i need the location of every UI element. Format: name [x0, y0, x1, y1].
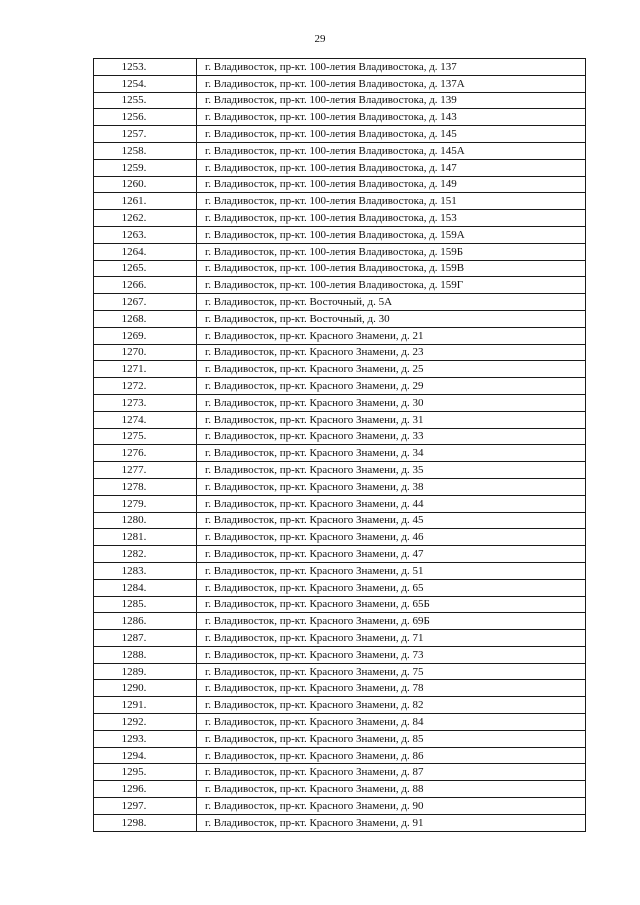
row-address: г. Владивосток, пр-кт. Красного Знамени, д. 29 — [197, 378, 586, 395]
row-number: 1286. — [94, 613, 197, 630]
row-number: 1268. — [94, 310, 197, 327]
row-number: 1276. — [94, 445, 197, 462]
row-address: г. Владивосток, пр-кт. Красного Знамени, д. 23 — [197, 344, 586, 361]
row-address: г. Владивосток, пр-кт. Красного Знамени, д. 25 — [197, 361, 586, 378]
table-row — [94, 361, 586, 378]
table-row — [94, 193, 586, 210]
row-number: 1296. — [94, 781, 197, 798]
table-row — [94, 327, 586, 344]
table-row — [94, 714, 586, 731]
table-row — [94, 546, 586, 563]
row-address: г. Владивосток, пр-кт. Красного Знамени, д. 51 — [197, 562, 586, 579]
table-row — [94, 176, 586, 193]
row-number: 1255. — [94, 92, 197, 109]
row-number: 1272. — [94, 378, 197, 395]
table-row — [94, 411, 586, 428]
table-row — [94, 75, 586, 92]
row-number: 1278. — [94, 478, 197, 495]
table-row — [94, 260, 586, 277]
row-address: г. Владивосток, пр-кт. Красного Знамени, д. 30 — [197, 394, 586, 411]
row-address: г. Владивосток, пр-кт. Красного Знамени, д. 87 — [197, 764, 586, 781]
table-row — [94, 378, 586, 395]
row-address: г. Владивосток, пр-кт. Красного Знамени, д. 73 — [197, 646, 586, 663]
table-row — [94, 310, 586, 327]
row-address: г. Владивосток, пр-кт. Восточный, д. 5А — [197, 294, 586, 311]
row-address: г. Владивосток, пр-кт. 100-летия Владивостока, д. 145 — [197, 126, 586, 143]
row-number: 1292. — [94, 714, 197, 731]
row-number: 1256. — [94, 109, 197, 126]
row-address: г. Владивосток, пр-кт. 100-летия Владивостока, д. 139 — [197, 92, 586, 109]
row-address: г. Владивосток, пр-кт. 100-летия Владивостока, д. 143 — [197, 109, 586, 126]
table-row — [94, 663, 586, 680]
row-number: 1281. — [94, 529, 197, 546]
row-number: 1264. — [94, 243, 197, 260]
table-row — [94, 764, 586, 781]
row-number: 1298. — [94, 814, 197, 831]
row-address: г. Владивосток, пр-кт. Красного Знамени, д. 82 — [197, 697, 586, 714]
row-address: г. Владивосток, пр-кт. 100-летия Владивостока, д. 147 — [197, 159, 586, 176]
page-number: 29 — [314, 33, 326, 45]
row-address: г. Владивосток, пр-кт. Красного Знамени, д. 47 — [197, 546, 586, 563]
row-number: 1275. — [94, 428, 197, 445]
row-number: 1253. — [94, 59, 197, 76]
row-number: 1260. — [94, 176, 197, 193]
table-row — [94, 596, 586, 613]
row-address: г. Владивосток, пр-кт. Красного Знамени, д. 34 — [197, 445, 586, 462]
table-row — [94, 562, 586, 579]
row-number: 1271. — [94, 361, 197, 378]
table-row — [94, 159, 586, 176]
table-row — [94, 462, 586, 479]
table-row — [94, 59, 586, 76]
table-row — [94, 613, 586, 630]
row-number: 1254. — [94, 75, 197, 92]
table-row — [94, 210, 586, 227]
row-number: 1274. — [94, 411, 197, 428]
row-address: г. Владивосток, пр-кт. Красного Знамени, д. 35 — [197, 462, 586, 479]
table-row — [94, 226, 586, 243]
table-row — [94, 294, 586, 311]
table-row — [94, 747, 586, 764]
table-row — [94, 579, 586, 596]
row-address: г. Владивосток, пр-кт. 100-летия Владивостока, д. 159В — [197, 260, 586, 277]
row-number: 1294. — [94, 747, 197, 764]
row-number: 1266. — [94, 277, 197, 294]
table-row — [94, 495, 586, 512]
table-row — [94, 512, 586, 529]
row-address: г. Владивосток, пр-кт. Красного Знамени, д. 91 — [197, 814, 586, 831]
row-address: г. Владивосток, пр-кт. 100-летия Владивостока, д. 149 — [197, 176, 586, 193]
row-address: г. Владивосток, пр-кт. Красного Знамени, д. 85 — [197, 730, 586, 747]
row-address: г. Владивосток, пр-кт. Красного Знамени, д. 88 — [197, 781, 586, 798]
row-number: 1293. — [94, 730, 197, 747]
row-number: 1270. — [94, 344, 197, 361]
table-row — [94, 646, 586, 663]
table-row — [94, 680, 586, 697]
row-address: г. Владивосток, пр-кт. 100-летия Владивостока, д. 153 — [197, 210, 586, 227]
row-number: 1282. — [94, 546, 197, 563]
row-number: 1269. — [94, 327, 197, 344]
table-row — [94, 243, 586, 260]
row-number: 1291. — [94, 697, 197, 714]
row-address: г. Владивосток, пр-кт. 100-летия Владивостока, д. 159Б — [197, 243, 586, 260]
table-row — [94, 697, 586, 714]
table-row — [94, 529, 586, 546]
row-number: 1273. — [94, 394, 197, 411]
row-address: г. Владивосток, пр-кт. Красного Знамени, д. 78 — [197, 680, 586, 697]
row-number: 1289. — [94, 663, 197, 680]
row-number: 1263. — [94, 226, 197, 243]
row-address: г. Владивосток, пр-кт. 100-летия Владивостока, д. 145А — [197, 142, 586, 159]
row-address: г. Владивосток, пр-кт. 100-летия Владивостока, д. 137 — [197, 59, 586, 76]
row-address: г. Владивосток, пр-кт. Красного Знамени, д. 90 — [197, 798, 586, 815]
row-number: 1265. — [94, 260, 197, 277]
row-address: г. Владивосток, пр-кт. 100-летия Владивостока, д. 137А — [197, 75, 586, 92]
table-row — [94, 798, 586, 815]
table-row — [94, 730, 586, 747]
table-row — [94, 478, 586, 495]
row-number: 1258. — [94, 142, 197, 159]
row-address: г. Владивосток, пр-кт. Красного Знамени, д. 71 — [197, 630, 586, 647]
row-address: г. Владивосток, пр-кт. 100-летия Владивостока, д. 151 — [197, 193, 586, 210]
row-address: г. Владивосток, пр-кт. Красного Знамени, д. 33 — [197, 428, 586, 445]
row-number: 1261. — [94, 193, 197, 210]
table-row — [94, 344, 586, 361]
row-address: г. Владивосток, пр-кт. Красного Знамени, д. 38 — [197, 478, 586, 495]
row-number: 1284. — [94, 579, 197, 596]
table-row — [94, 630, 586, 647]
row-address: г. Владивосток, пр-кт. Красного Знамени, д. 65 — [197, 579, 586, 596]
row-number: 1295. — [94, 764, 197, 781]
row-address: г. Владивосток, пр-кт. Красного Знамени, д. 75 — [197, 663, 586, 680]
row-number: 1297. — [94, 798, 197, 815]
row-number: 1257. — [94, 126, 197, 143]
row-address: г. Владивосток, пр-кт. Красного Знамени, д. 31 — [197, 411, 586, 428]
row-number: 1285. — [94, 596, 197, 613]
row-address: г. Владивосток, пр-кт. Красного Знамени, д. 46 — [197, 529, 586, 546]
row-address: г. Владивосток, пр-кт. Красного Знамени, д. 21 — [197, 327, 586, 344]
table-row — [94, 277, 586, 294]
row-number: 1279. — [94, 495, 197, 512]
row-number: 1280. — [94, 512, 197, 529]
row-number: 1259. — [94, 159, 197, 176]
table-row — [94, 92, 586, 109]
table-row — [94, 142, 586, 159]
row-address: г. Владивосток, пр-кт. Красного Знамени, д. 44 — [197, 495, 586, 512]
table-row — [94, 781, 586, 798]
table-row — [94, 445, 586, 462]
row-address: г. Владивосток, пр-кт. 100-летия Владивостока, д. 159Г — [197, 277, 586, 294]
table-row — [94, 394, 586, 411]
row-address: г. Владивосток, пр-кт. 100-летия Владивостока, д. 159А — [197, 226, 586, 243]
address-table — [93, 58, 586, 832]
row-address: г. Владивосток, пр-кт. Красного Знамени, д. 69Б — [197, 613, 586, 630]
row-address: г. Владивосток, пр-кт. Восточный, д. 30 — [197, 310, 586, 327]
table-row — [94, 814, 586, 831]
row-number: 1290. — [94, 680, 197, 697]
row-address: г. Владивосток, пр-кт. Красного Знамени, д. 65Б — [197, 596, 586, 613]
row-number: 1288. — [94, 646, 197, 663]
row-address: г. Владивосток, пр-кт. Красного Знамени, д. 86 — [197, 747, 586, 764]
table-row — [94, 126, 586, 143]
row-number: 1277. — [94, 462, 197, 479]
row-number: 1262. — [94, 210, 197, 227]
row-number: 1283. — [94, 562, 197, 579]
row-address: г. Владивосток, пр-кт. Красного Знамени, д. 84 — [197, 714, 586, 731]
row-number: 1287. — [94, 630, 197, 647]
address-table-body — [94, 59, 586, 832]
row-address: г. Владивосток, пр-кт. Красного Знамени, д. 45 — [197, 512, 586, 529]
table-row — [94, 428, 586, 445]
row-number: 1267. — [94, 294, 197, 311]
table-row — [94, 109, 586, 126]
